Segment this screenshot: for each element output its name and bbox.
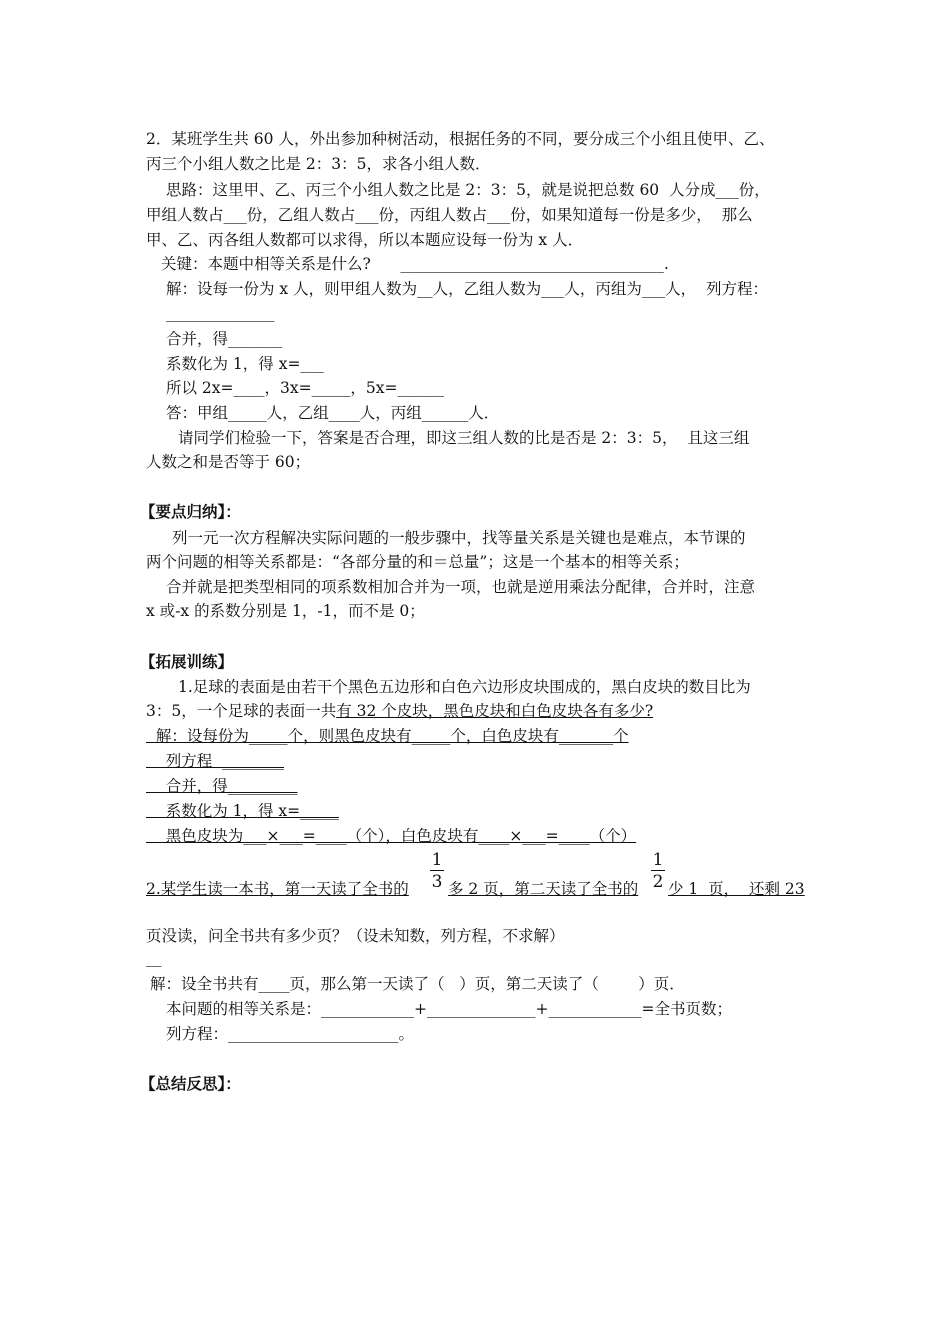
exercise-1-result: 黑色皮块为___×___=____（个），白色皮块有____×___=____（个） <box>146 827 637 845</box>
problem-2-coefficient: 系数化为 1，得 x=___ <box>166 355 324 373</box>
problem-2-combine: 合并，得_______ <box>166 330 283 348</box>
key-points-heading: 【要点归纳】： <box>140 502 241 521</box>
exercise-2-line-1b: 多 2 页，第二天读了全书的 <box>448 880 639 898</box>
exercise-2-line-1c: 少 1 页， 还剩 23 <box>668 880 805 898</box>
problem-2-hint-line-1: 思路：这里甲、乙、丙三个小组人数之比是 2：3：5，就是说把总数 60 人分成___份， <box>166 181 770 199</box>
exercise-2-equation: 列方程：______________________。 <box>166 1025 415 1043</box>
reflection-heading: 【总结反思】： <box>140 1074 241 1093</box>
problem-2-answer: 答：甲组_____人，乙组____人，丙组______人． <box>166 404 500 422</box>
problem-2-key-question: 关键：本题中相等关系是什么? __________________________________. <box>161 255 669 273</box>
key-points-line-4: x 或-x 的系数分别是 1，-1，而不是 0； <box>146 602 425 620</box>
problem-2-hint-line-2: 甲组人数占___份，乙组人数占___份，丙组人数占___份，如果知道每一份是多少， 那么 <box>146 206 753 224</box>
exercise-1-line-2-end: 有 32 个皮块，黑色皮块和白色皮块各有多少? <box>336 702 654 720</box>
fraction-2-numerator: 1 <box>652 850 664 870</box>
exercise-1-line-1: 1.足球的表面是由若干个黑色五边形和白色六边形皮块围成的，黑白皮块的数目比为 <box>178 678 751 696</box>
problem-2-hint-line-3: 甲、乙、丙各组人数都可以求得，所以本题应设每一份为 x 人． <box>146 231 584 249</box>
key-points-line-1: 列一元一次方程解决实际问题的一般步骤中，找等量关系是关键也是难点，本节课的 <box>172 529 746 547</box>
exercise-1-coefficient: 系数化为 1，得 x=_____ <box>146 802 339 820</box>
exercise-2-blank: __ <box>146 949 162 967</box>
fraction-2-denominator: 2 <box>652 872 664 892</box>
fraction-1-numerator: 1 <box>431 850 443 870</box>
exercise-1-equation: 列方程 ________ <box>146 752 285 770</box>
key-points-line-3: 合并就是把类型相同的项系数相加合并为一项，也就是逆用乘法分配律，合并时，注意 <box>166 578 756 596</box>
exercise-1-line-2-start: 3：5，一个足球的表面一共 <box>146 702 337 720</box>
problem-2-check-line-2: 人数之和是否等于 60； <box>146 453 311 471</box>
problem-2-solution-line: 解：设每一份为 x 人，则甲组人数为__人，乙组人数为___人，丙组为___人， 列方程： <box>166 280 768 298</box>
exercise-1-combine: 合并，得_________ <box>146 777 298 795</box>
problem-2-check-line-1: 请同学们检验一下，答案是否合理，即这三组人数的比是否是 2：3：5， 且这三组 <box>178 429 750 447</box>
exercise-2-line-1a: 2.某学生读一本书，第一天读了全书的 <box>146 880 409 898</box>
fraction-1-denominator: 3 <box>431 872 443 892</box>
fraction-2-bar <box>651 870 665 871</box>
exercise-2-line-2: 页没读，问全书共有多少页？（设未知数，列方程，不求解） <box>146 927 565 945</box>
exercise-2-solution: 解：设全书共有____页，那么第一天读了（ ）页，第二天读了（ ）页． <box>150 975 685 993</box>
problem-2-therefore: 所以 2x=____，3x=_____，5x=______ <box>166 379 444 397</box>
problem-2-line-2: 丙三个小组人数之比是 2：3：5，求各小组人数． <box>146 155 491 173</box>
problem-2-equation-blank: ______________ <box>166 304 275 322</box>
key-points-line-2: 两个问题的相等关系都是：“各部分量的和＝总量”；这是一个基本的相等关系； <box>146 553 689 571</box>
exercise-1-line-2 <box>146 701 653 721</box>
extension-heading: 【拓展训练】 <box>140 652 234 671</box>
exercise-2-relation: 本问题的相等关系是：____________+______________+____________=全书页数； <box>166 1000 732 1018</box>
fraction-1-bar <box>430 870 444 871</box>
exercise-1-solution: 解：设每份为_____个，则黑色皮块有_____个，白色皮块有_______个 <box>146 727 629 745</box>
problem-2-line-1: 2．某班学生共 60 人，外出参加种树活动，根据任务的不同，要分成三个小组且使甲、乙、 <box>146 130 775 148</box>
